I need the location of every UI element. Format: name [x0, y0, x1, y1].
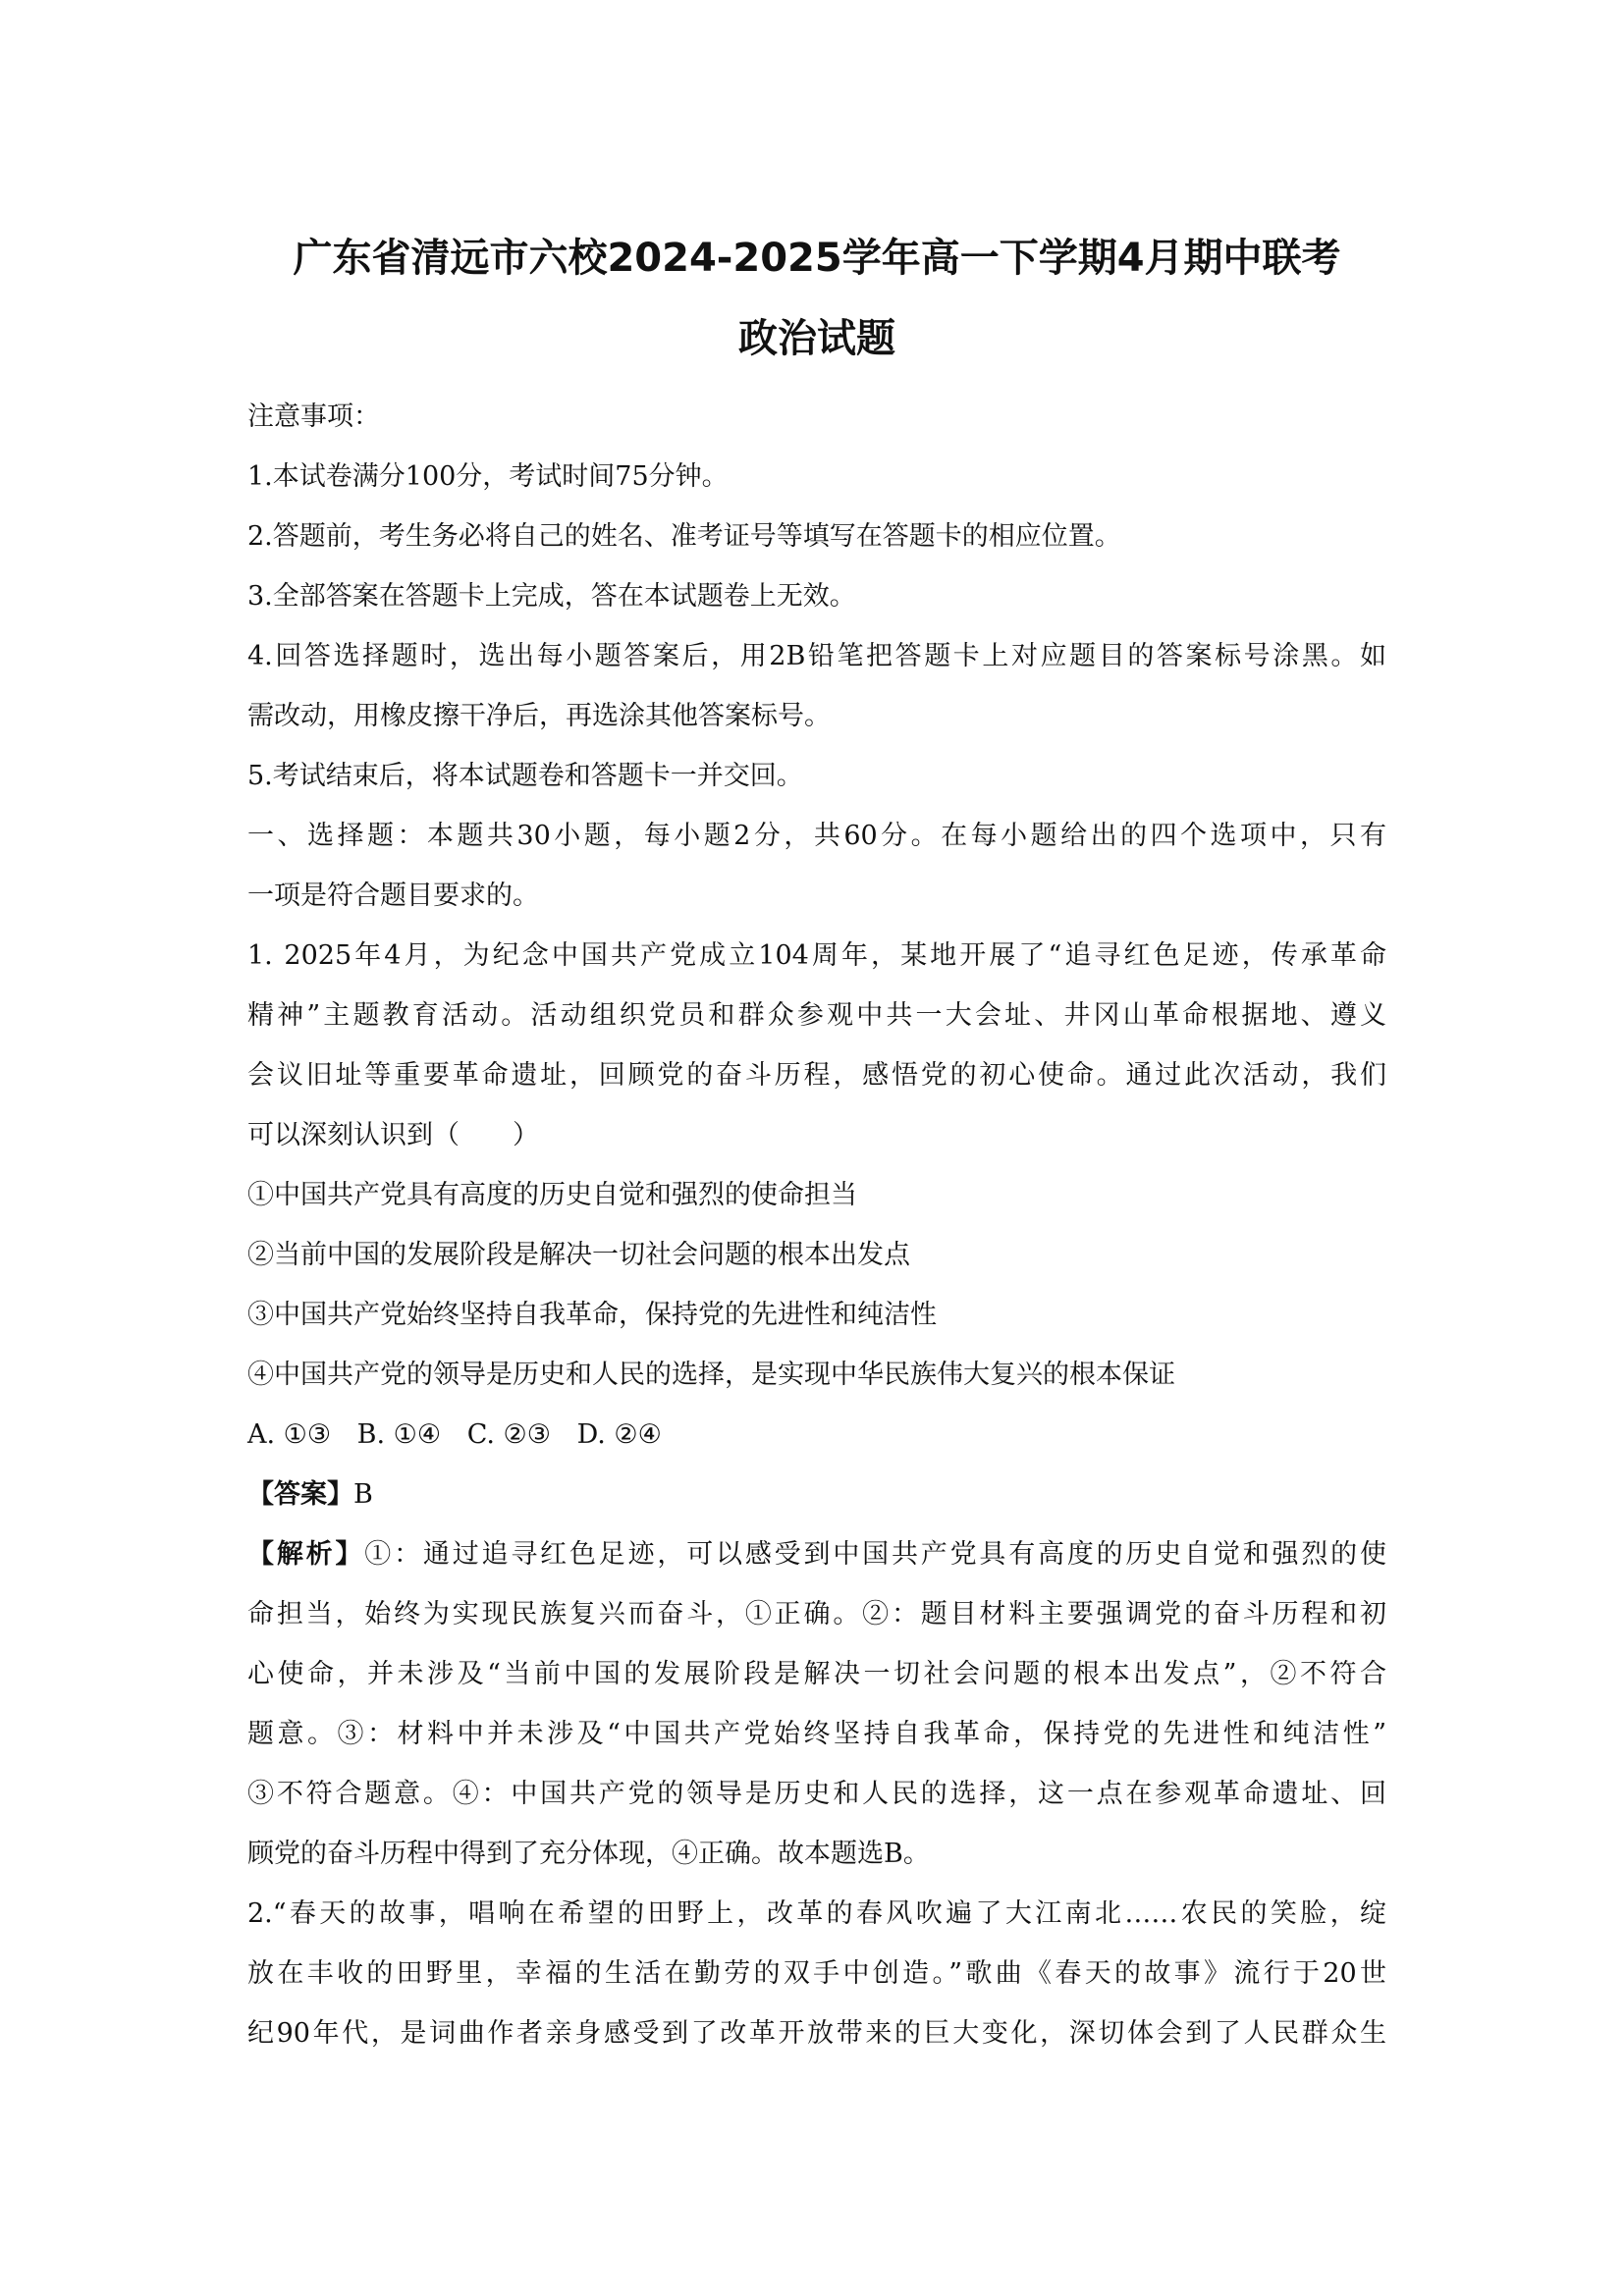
question-2	[247, 1884, 1386, 2063]
q1-analysis-label: 【解析】	[247, 1539, 365, 1570]
q1-choice-c: C. ②③	[466, 1419, 551, 1450]
q1-stem-line4: 可以深刻认识到（ ）	[247, 1120, 539, 1150]
q2-stem-line3: 纪90年代，是词曲作者亲身感受到了改革开放带来的巨大变化，深切体会到了人民群众生	[247, 2018, 1386, 2049]
section1-intro-line1: 一、选择题：本题共30小题，每小题2分，共60分。在每小题给出的四个选项中，只有	[247, 821, 1386, 851]
notes-heading: 注意事项：	[247, 401, 380, 432]
notes-item-4: 4.回答选择题时，选出每小题答案后，用2B铅笔把答题卡上对应题目的答案标号涂黑。如	[247, 641, 1386, 671]
q1-stem-line2: 精神”主题教育活动。活动组织党员和群众参观中共一大会址、井冈山革命根据地、遵义	[247, 1000, 1386, 1031]
q1-analysis-text-1: ①：通过追寻红色足迹，可以感受到中国共产党具有高度的历史自觉和强烈的使	[364, 1539, 1387, 1570]
q1-analysis-line1	[247, 1524, 1386, 1584]
section1-intro-line2: 一项是符合题目要求的。	[247, 881, 539, 911]
notes-item-1: 1.本试卷满分100分，考试时间75分钟。	[247, 461, 729, 492]
q1-choice-a: A. ①③	[247, 1419, 332, 1450]
q1-option-2: ②当前中国的发展阶段是解决一切社会问题的根本出发点	[247, 1240, 910, 1270]
notes-item-4-cont: 需改动，用橡皮擦干净后，再选涂其他答案标号。	[247, 701, 831, 731]
section1-intro	[247, 806, 1386, 926]
q1-answer-value: B	[353, 1479, 373, 1510]
notes-section	[247, 387, 1386, 806]
q1-stem-line3: 会议旧址等重要革命遗址，回顾党的奋斗历程，感悟党的初心使命。通过此次活动，我们	[247, 1060, 1386, 1091]
notes-item-5: 5.考试结束后，将本试题卷和答题卡一并交回。	[247, 761, 803, 791]
question-1	[247, 926, 1386, 1884]
q1-analysis-line2: 命担当，始终为实现民族复兴而奋斗，①正确。②：题目材料主要强调党的奋斗历程和初	[247, 1599, 1386, 1629]
q1-analysis-line3: 心使命，并未涉及“当前中国的发展阶段是解决一切社会问题的根本出发点”，②不符合	[247, 1659, 1386, 1689]
q1-choice-d: D. ②④	[576, 1419, 662, 1450]
q1-choice-b: B. ①④	[356, 1419, 442, 1450]
q1-analysis-line6: 顾党的奋斗历程中得到了充分体现，④正确。故本题选B。	[247, 1839, 930, 1869]
q1-answer	[247, 1465, 1386, 1524]
notes-item-2: 2.答题前，考生务必将自己的姓名、准考证号等填写在答题卡的相应位置。	[247, 521, 1121, 552]
q1-option-3: ③中国共产党始终坚持自我革命，保持党的先进性和纯洁性	[247, 1300, 937, 1330]
q2-stem-line2: 放在丰收的田野里，幸福的生活在勤劳的双手中创造。”歌曲《春天的故事》流行于20世	[247, 1958, 1386, 1989]
q1-option-4: ④中国共产党的领导是历史和人民的选择，是实现中华民族伟大复兴的根本保证	[247, 1360, 1175, 1390]
q1-analysis-line5: ③不符合题意。④：中国共产党的领导是历史和人民的选择，这一点在参观革命遗址、回	[247, 1779, 1386, 1809]
notes-item-3: 3.全部答案在答题卡上完成，答在本试题卷上无效。	[247, 581, 856, 612]
q2-stem-line1: 2.“春天的故事，唱响在希望的田野上，改革的春风吹遍了大江南北……农民的笑脸，绽	[247, 1898, 1386, 1929]
page-title-line1: 广东省清远市六校2024-2025学年高一下学期4月期中联考	[293, 236, 1341, 281]
q1-analysis-line4: 题意。③：材料中并未涉及“中国共产党始终坚持自我革命，保持党的先进性和纯洁性”	[247, 1719, 1386, 1749]
q1-option-1: ①中国共产党具有高度的历史自觉和强烈的使命担当	[247, 1180, 857, 1210]
q1-answer-label: 【答案】	[247, 1479, 353, 1510]
document-page	[247, 228, 1386, 2063]
q1-stem-line1: 1. 2025年4月，为纪念中国共产党成立104周年，某地开展了“追寻红色足迹，传承革命	[247, 940, 1386, 971]
q1-choices	[247, 1405, 1386, 1465]
page-title-line2: 政治试题	[738, 316, 895, 361]
